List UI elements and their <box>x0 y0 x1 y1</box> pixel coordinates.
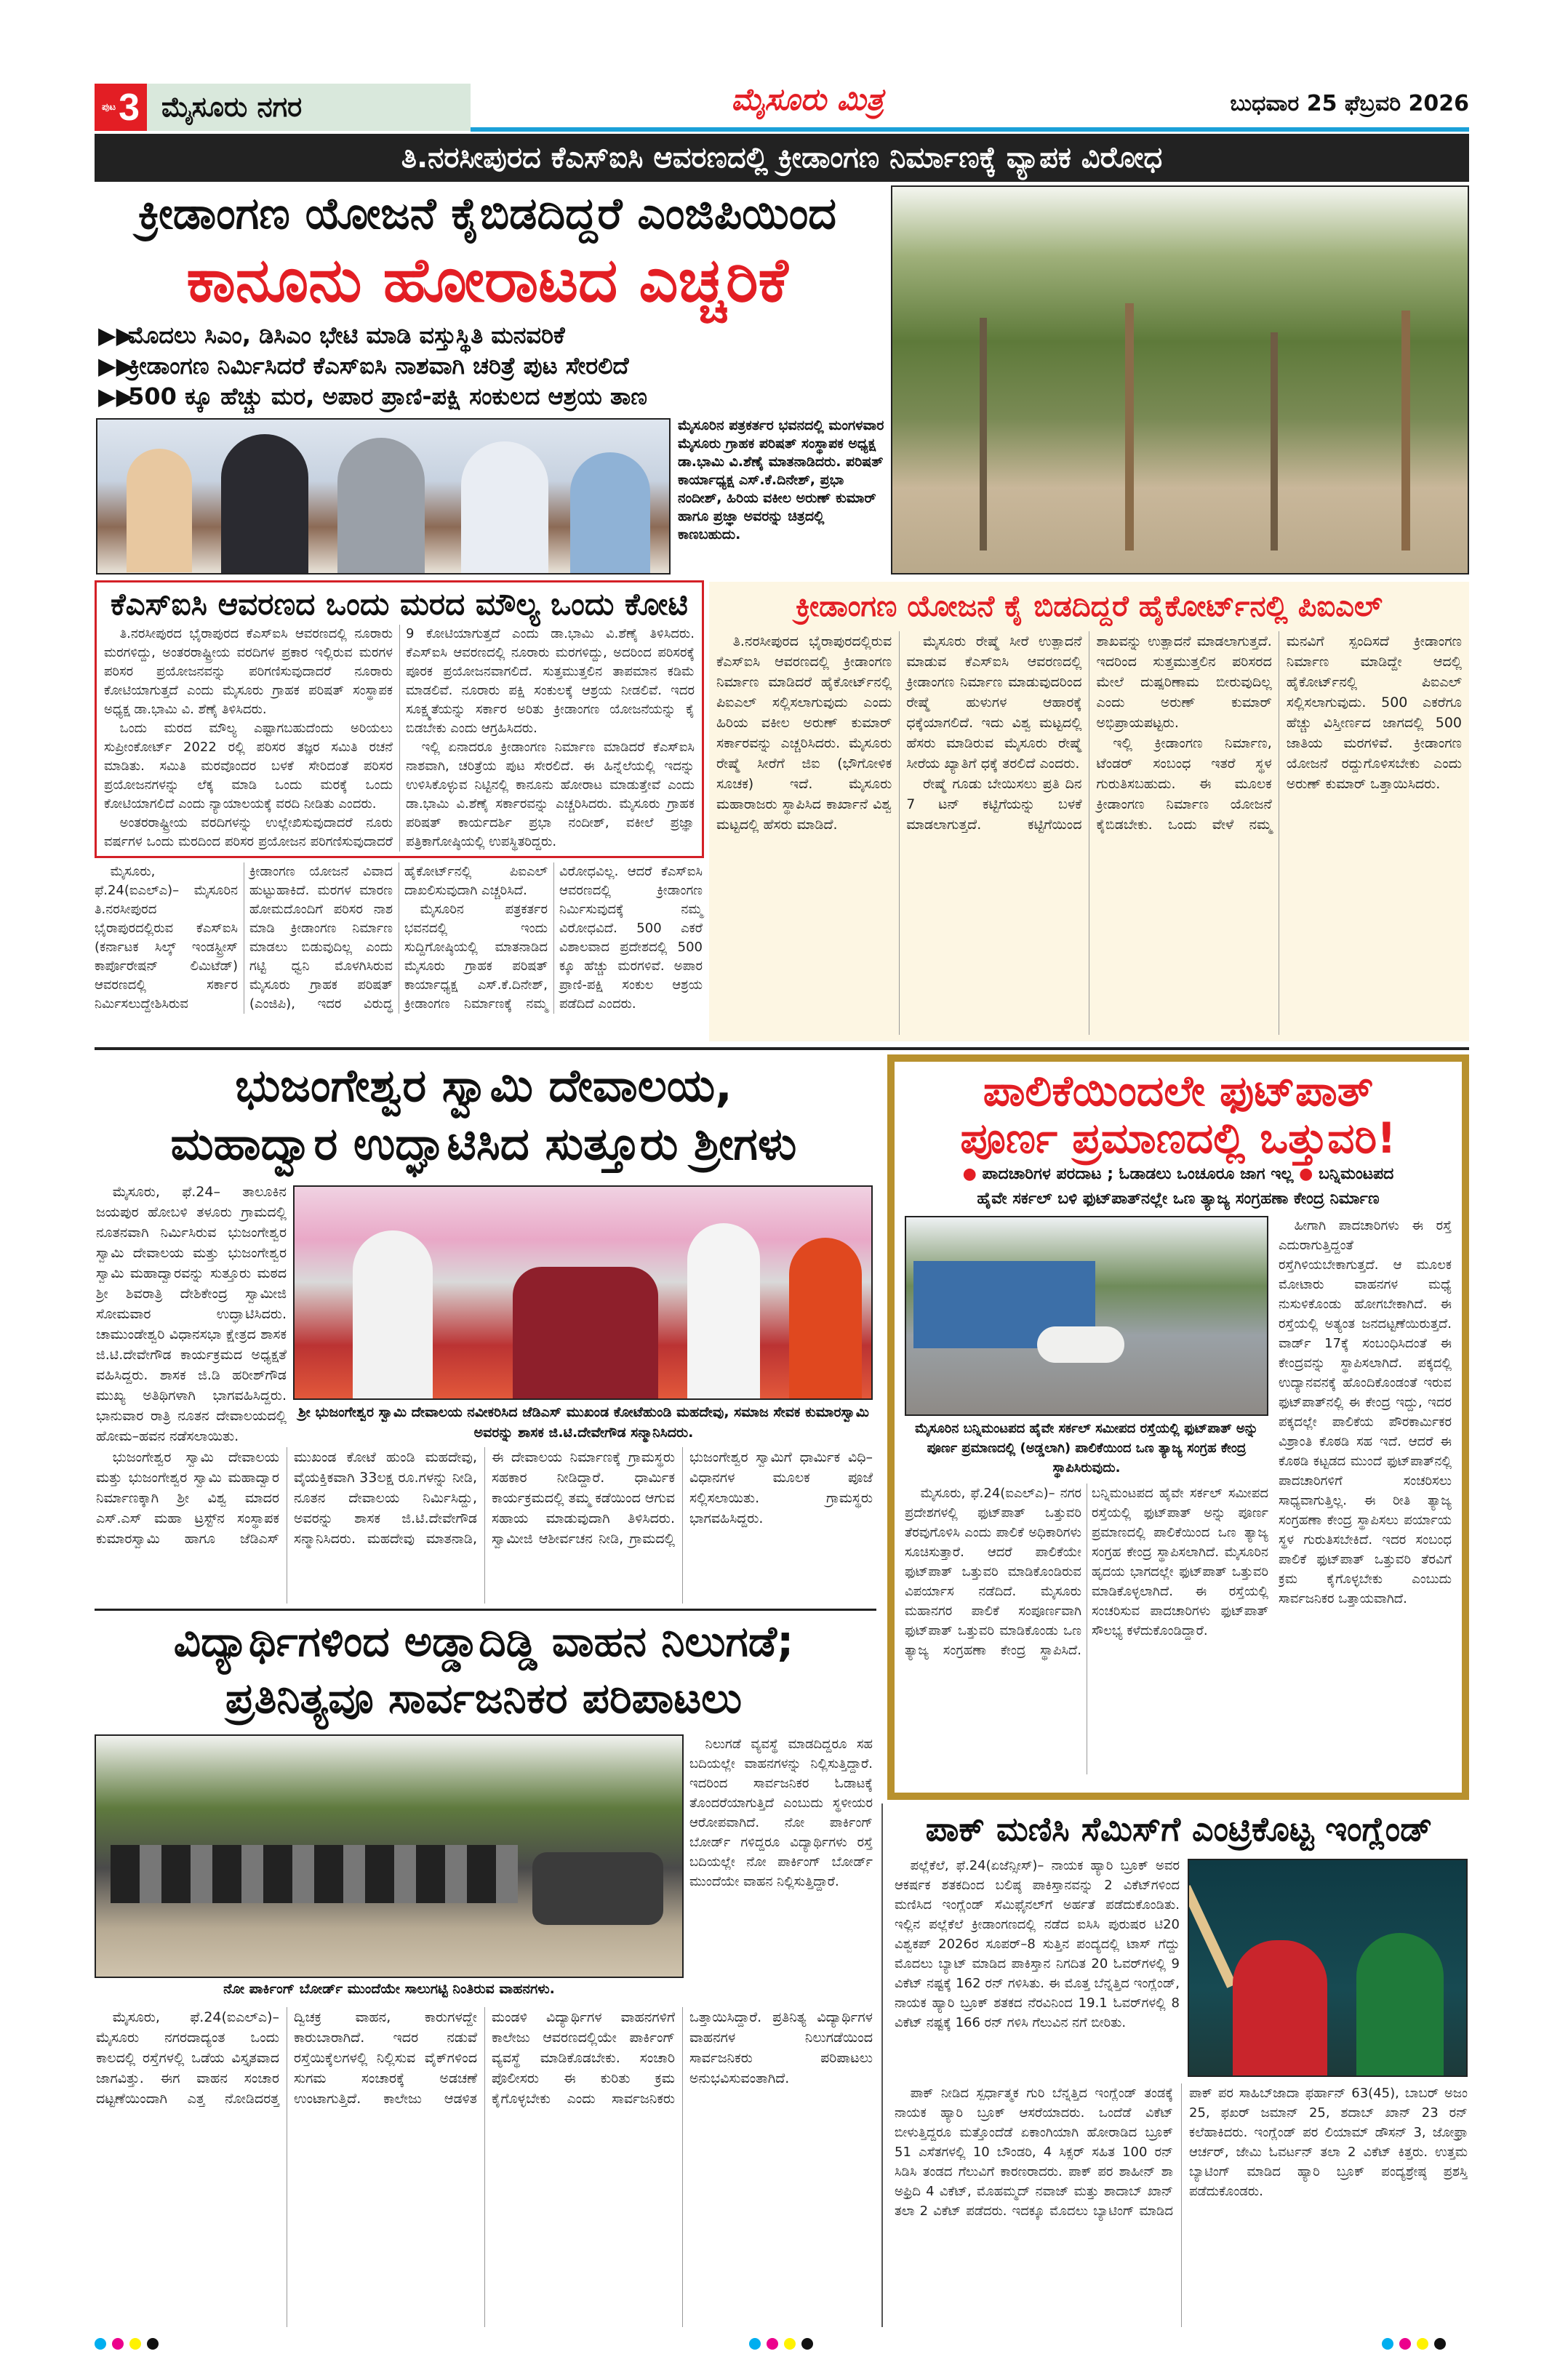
cricket-intro <box>895 1856 1180 2081</box>
paragraph: ತಿ.ನರಸೀಪುರದ ಭೈರಾಪುರದಲ್ಲಿರುವ ಕೆಎಸ್‌ಐಸಿ ಆವರಣದಲ್ಲಿ ಕ್ರೀಡಾಂಗಣ ನಿರ್ಮಾಣ ಮಾಡಿದರೆ ಹೈಕೋರ್ಟ್‌ನಲ್ಲಿ ಪಿಐಎಲ್ ಸಲ್ಲಿಸಲಾಗುವುದು ಎಂದು ಹಿರಿಯ ವಕೀಲ ಅರುಣ್ ಕುಮಾರ್ ಸರ್ಕಾರವನ್ನು ಎಚ್ಚರಿಸಿದರು. ಮೈಸೂರು ರೇಷ್ಮೆ ಸೀರೆಗೆ ಜಿಐ (ಭೌಗೋಳಿಕ ಸೂಚಕ) ಇದೆ. ಮೈಸೂರು ಮಹಾರಾಜರು ಸ್ಥಾಪಿಸಿದ ಕಾರ್ಖಾನೆ ವಿಶ್ವ ಮಟ್ಟದಲ್ಲಿ ಹೆಸರು ಮಾಡಿದೆ. <box>716 633 892 833</box>
cricket-players-photo <box>1188 1859 1468 2077</box>
temple-photo-caption: ಶ್ರೀ ಭುಜಂಗೇಶ್ವರ ಸ್ವಾಮಿ ದೇವಾಲಯ ನವೀಕರಿಸಿದ ಜೆಡಿಎಸ್ ಮುಖಂಡ ಕೋಟೆಹುಂಡಿ ಮಹದೇವು, ಸಮಾಜ ಸೇವಕ ಕುಮಾರಸ್ವಾಮಿ ಅವರನ್ನು ಶಾಸಕ ಜಿ.ಟಿ.ದೇವೇಗೌಡ ಸನ್ಮಾನಿಸಿದರು. <box>298 1404 869 1441</box>
footpath-headline-1: ಪಾಲಿಕೆಯಿಂದಲೇ ಫುಟ್‌ಪಾತ್ <box>983 1066 1374 1116</box>
press-meet-photo <box>96 418 671 575</box>
top-banner <box>95 134 1469 182</box>
subhead: ಬನ್ನಿಮಂಟಪದ <box>1318 1165 1394 1183</box>
parked-vehicles-photo <box>95 1734 684 1978</box>
paragraph: ಪಲ್ಲೆಕೆಲೆ, ಫೆ.24(ಏಜೆನ್ಸೀಸ್)– ನಾಯಕ ಹ್ಯಾರಿ ಬ್ರೂಕ್ ಅವರ ಆಕರ್ಷಕ ಶತಕದಿಂದ ಬಲಿಷ್ಠ ಪಾಕಿಸ್ತಾನವನ್ನು 2 ವಿಕೆಟ್‌ಗಳಿಂದ ಮಣಿಸಿದ ಇಂಗ್ಲೆಂಡ್ ಸೆಮಿಫೈನಲ್‌ಗೆ ಅರ್ಹತೆ ಪಡೆದುಕೊಂಡಿತು. ಇಲ್ಲಿನ ಪಲ್ಲೆಕೆಲೆ ಕ್ರೀಡಾಂಗಣದಲ್ಲಿ ನಡೆದ ಐಸಿಸಿ ಪುರುಷರ ಟಿ20 ವಿಶ್ವಕಪ್ 2026ರ ಸೂಪರ್–8 ಸುತ್ತಿನ ಪಂದ್ಯದಲ್ಲಿ ಟಾಸ್ ಗೆದ್ದು ಮೊದಲು ಬ್ಯಾಟ್ ಮಾಡಿದ ಪಾಕಿಸ್ತಾನ ನಿಗದಿತ 20 ಓವರ್‌ಗಳಲ್ಲಿ 9 ವಿಕೆಟ್ ನಷ್ಟಕ್ಕೆ 162 ರನ್ ಗಳಿಸಿತು. ಈ ಮೊತ್ತ ಬೆನ್ನತ್ತಿದ ಇಂಗ್ಲೆಂಡ್, ನಾಯಕ ಹ್ಯಾರಿ ಬ್ರೂಕ್ ಶತಕದ ನೆರವಿನಿಂದ 19.1 ಓವರ್‌ಗಳಲ್ಲಿ 8 ವಿಕೆಟ್ ನಷ್ಟಕ್ಕೆ 166 ರನ್ ಗಳಿಸಿ ಗೆಲುವಿನ ನಗೆ ಬೀರಿತು. <box>895 1858 1180 2030</box>
paragraph: ರೇಷ್ಮೆ ಗೂಡು ಬೇಯಿಸಲು ಪ್ರತಿ ದಿನ 7 ಟನ್ ಕಟ್ಟಿಗೆಯನ್ನು ಬಳಕೆ ಮಾಡಲಾಗುತ್ತದೆ. ಕಟ್ಟಿಗೆಯಿಂದ ಶಾಖವನ್ನು ಉತ್ಪಾದನೆ ಮಾಡಲಾಗುತ್ತದೆ. ಇದರಿಂದ ಸುತ್ತಮುತ್ತಲಿನ ಪರಿಸರದ ಮೇಲೆ ದುಷ್ಪರಿಣಾಮ ಬೀರುವುದಿಲ್ಲ ಎಂದು ಅರುಣ್ ಕುಮಾರ್ ಅಭಿಪ್ರಾಯಪಟ್ಟರು. <box>906 633 1272 833</box>
temple-event-photo <box>293 1185 873 1400</box>
page-number-badge <box>95 84 147 131</box>
parking-photo-caption: ನೋ ಪಾರ್ಕಿಂಗ್ ಬೋರ್ಡ್ ಮುಂದೆಯೇ ಸಾಲುಗಟ್ಟಿ ನಿಂತಿರುವ ವಾಹನಗಳು. <box>223 1981 555 1997</box>
footpath-subheads <box>905 1162 1452 1212</box>
page-label: ಪುಟ <box>102 102 116 113</box>
section-label <box>147 84 471 131</box>
double-arrow-icon: ▶▶ <box>98 352 135 380</box>
parking-headline-2: ಪ್ರತಿನಿತ್ಯವೂ ಸಾರ್ವಜನಿಕರ ಪರಿಪಾಟಲು <box>225 1673 743 1723</box>
paragraph: ಇಲ್ಲಿ ಏನಾದರೂ ಕ್ರೀಡಾಂಗಣ ನಿರ್ಮಾಣ ಮಾಡಿದರೆ ಕೆಎಸ್‌ಐಸಿ ನಾಶವಾಗಿ, ಚರಿತ್ರೆಯ ಪುಟ ಸೇರಲಿದೆ. ಈ ಹಿನ್ನೆಲೆಯಲ್ಲಿ ಇದನ್ನು ಉಳಿಸಿಕೊಳ್ಳುವ ನಿಟ್ಟಿನಲ್ಲಿ ಕಾನೂನು ಹೋರಾಟ ಮಾಡುತ್ತೇವೆ ಎಂದು ಡಾ.ಭಾಮಿ ವಿ.ಶೆಣೈ ಸರ್ಕಾರವನ್ನು ಎಚ್ಚರಿಸಿದರು. ಮೈಸೂರು ಗ್ರಾಹಕ ಪರಿಷತ್ ಕಾರ್ಯದರ್ಶಿ ಪ್ರಭಾ ನಂದೀಶ್, ವಕೀಲೆ ಪ್ರಜ್ಞಾ ಪತ್ರಿಕಾಗೋಷ್ಠಿಯಲ್ಲಿ ಉಪಸ್ಥಿತರಿದ್ದರು. <box>406 740 695 849</box>
paragraph: ಪಾಕ್ ನೀಡಿದ ಸ್ಪರ್ಧಾತ್ಮಕ ಗುರಿ ಬೆನ್ನತ್ತಿದ ಇಂಗ್ಲೆಂಡ್ ತಂಡಕ್ಕೆ ನಾಯಕ ಹ್ಯಾರಿ ಬ್ರೂಕ್ ಆಸರೆಯಾದರು. ಒಂದೆಡೆ ವಿಕೆಟ್ ಬೀಳುತ್ತಿದ್ದರೂ ಮತ್ತೊಂದೆಡೆ ಏಕಾಂಗಿಯಾಗಿ ಹೋರಾಡಿದ ಬ್ರೂಕ್ 51 ಎಸೆತಗಳಲ್ಲಿ 10 ಬೌಂಡರಿ, 4 ಸಿಕ್ಸರ್ ಸಹಿತ 100 ರನ್ ಸಿಡಿಸಿ ತಂಡದ ಗೆಲುವಿಗೆ ಕಾರಣರಾದರು. ಪಾಕ್ ಪರ ಶಾಹೀನ್ ಶಾ ಅಫ್ರಿದಿ 4 ವಿಕೆಟ್, ಮೊಹಮ್ಮದ್ ನವಾಜ್ ಮತ್ತು ಶಾದಾಬ್ ಖಾನ್ ತಲಾ 2 ವಿಕೆಟ್ ಪಡೆದರು. ಇದಕ್ಕೂ ಮೊದಲು ಬ್ಯಾಟಿಂಗ್ ಮಾಡಿದ ಪಾಕ್ ಪರ ಸಾಹಿಬ್‌ಜಾದಾ ಫರ್ಹಾನ್ 63(45), ಬಾಬರ್ ಅಜಂ 25, ಫಖರ್ ಜಮಾನ್ 25, ಶದಾಬ್ ಖಾನ್ 23 ರನ್ ಕಲೆಹಾಕಿದರು. ಇಂಗ್ಲೆಂಡ್ ಪರ ಲಿಯಾಮ್ ಡೌಸನ್ 3, ಜೋಫ್ರಾ ಆರ್ಚರ್, ಜೇಮಿ ಓವರ್ಟನ್ ತಲಾ 2 ವಿಕೆಟ್ ಕಿತ್ತರು. ಉತ್ತಮ ಬ್ಯಾಟಿಂಗ್ ಮಾಡಿದ ಹ್ಯಾರಿ ಬ್ರೂಕ್ ಪಂದ್ಯಶ್ರೇಷ್ಠ ಪ್ರಶಸ್ತಿ ಪಡೆದುಕೊಂಡರು. <box>895 2086 1468 2219</box>
parking-headline-1: ವಿದ್ಯಾರ್ಥಿಗಳಿಂದ ಅಡ್ಡಾದಿಡ್ಡಿ ವಾಹನ ನಿಲುಗಡೆ; <box>173 1617 794 1666</box>
waste-center-caption: ಮೈಸೂರಿನ ಬನ್ನಿಮಂಟಪದ ಹೈವೇ ಸರ್ಕಲ್ ಸಮೀಪದ ರಸ್ತೆಯಲ್ಲಿ ಫುಟ್‌ಪಾತ್ ಅನ್ನು ಪೂರ್ಣ ಪ್ರಮಾಣದಲ್ಲಿ (ಅಡ್ಡಲಾಗಿ) ಪಾಲಿಕೆಯಿಂದ ಒಣ ತ್ಯಾಜ್ಯ ಸಂಗ್ರಹ ಕೇಂದ್ರ ಸ್ಥಾಪಿಸಿರುವುದು. <box>915 1421 1258 1476</box>
banner-text: ತಿ.ನರಸೀಪುರದ ಕೆಎಸ್‌ಐಸಿ ಆವರಣದಲ್ಲಿ ಕ್ರೀಡಾಂಗಣ ನಿರ್ಮಾಣಕ್ಕೆ ವ್ಯಾಪಕ ವಿರೋಧ <box>401 141 1163 175</box>
footpath-side <box>1279 1216 1452 1783</box>
color-registration-marks <box>1382 2338 1446 2350</box>
parking-body <box>96 2007 873 2327</box>
double-arrow-icon: ▶▶ <box>98 383 135 410</box>
paragraph: ಭುಜಂಗೇಶ್ವರ ಸ್ವಾಮಿ ದೇವಾಲಯ ಮತ್ತು ಭುಜಂಗೇಶ್ವರ ಸ್ವಾಮಿ ಮಹಾದ್ವಾರ ನಿರ್ಮಾಣಕ್ಕಾಗಿ ಶ್ರೀ ವಿಶ್ವ ಮಾದರ ಎಸ್.ಎಸ್ ಮಹಾ ಟ್ರಸ್ಟ್‌ನ ಸಂಸ್ಥಾಪಕ ಕುಮಾರಸ್ವಾಮಿ ಹಾಗೂ ಜೆಡಿಎಸ್ ಮುಖಂಡ ಕೋಟೆ ಹುಂಡಿ ಮಹದೇವು, ವೈಯಕ್ತಿಕವಾಗಿ 33ಲಕ್ಷ ರೂ.ಗಳನ್ನು ನೀಡಿ, ನೂತನ ದೇವಾಲಯ ನಿರ್ಮಿಸಿದ್ದು, ಅವರನ್ನು ಶಾಸಕ ಜಿ.ಟಿ.ದೇವೇಗೌಡ ಸನ್ಮಾನಿಸಿದರು. ಮಹದೇವು ಮಾತನಾಡಿ, ಈ ದೇವಾಲಯ ನಿರ್ಮಾಣಕ್ಕೆ ಗ್ರಾಮಸ್ಥರು ಸಹಕಾರ ನೀಡಿದ್ದಾರೆ. ಧಾರ್ಮಿಕ ಕಾರ್ಯಕ್ರಮದಲ್ಲಿ ತಮ್ಮ ಕಡೆಯಿಂದ ಆಗುವ ಸಹಾಯ ಮಾಡುವುದಾಗಿ ತಿಳಿಸಿದರು. ಸ್ವಾಮೀಜಿ ಆಶೀರ್ವಚನ ನೀಡಿ, ಗ್ರಾಮದಲ್ಲಿ ಭುಜಂಗೇಶ್ವರ ಸ್ವಾಮಿಗೆ ಧಾರ್ಮಿಕ ವಿಧಿ–ವಿಧಾನಗಳ ಮೂಲಕ ಪೂಜೆ ಸಲ್ಲಿಸಲಾಯಿತು. ಗ್ರಾಮಸ್ಥರು ಭಾಗವಹಿಸಿದ್ದರು. <box>96 1449 873 1547</box>
paragraph: ಅಂತರರಾಷ್ಟ್ರೀಯ ವರದಿಗಳನ್ನು ಉಲ್ಲೇಖಿಸುವುದಾದರೆ ನೂರು ವರ್ಷಗಳ ಒಂದು ಮರದಿಂದ ಪರಿಸರ ಪ್ರಯೋಜನ ಪರಿಗಣಿಸುವುದಾದರೆ 9 ಕೋಟಿಯಾಗುತ್ತದೆ ಎಂದು ಡಾ.ಭಾಮಿ ವಿ.ಶೆಣೈ ತಿಳಿಸಿದರು. ಕೆಎಸ್‌ಐಸಿ ಆವರಣದಲ್ಲಿ ನೂರಾರು ಮರಗಳಿದ್ದು, ಅದರಿಂದ ಪರಿಸರಕ್ಕೆ ಪೂರಕ ಪ್ರಯೋಜನವಾಗಲಿದೆ. ಸುತ್ತಮುತ್ತಲಿನ ತಾಪಮಾನ ಕಡಿಮೆ ಮಾಡಲಿವೆ. ನೂರಾರು ಪಕ್ಷಿ ಸಂಕುಲಕ್ಕೆ ಆಶ್ರಯ ನೀಡಲಿವೆ. ಇದರ ಸೂಕ್ಷ್ಮತೆಯನ್ನು ಸರ್ಕಾರ ಅರಿತು ಕ್ರೀಡಾಂಗಣ ಯೋಜನೆಯನ್ನು ಕೈ ಬಿಡಬೇಕು ಎಂದು ಆಗ್ರಹಿಸಿದರು. <box>104 626 695 849</box>
temple-headline-1: ಭುಜಂಗೇಶ್ವರ ಸ್ವಾಮಿ ದೇವಾಲಯ, <box>235 1059 732 1112</box>
section-title: ಮೈಸೂರು ನಗರ <box>161 91 303 123</box>
paragraph: ತಿ.ನರಸೀಪುರದ ಭೈರಾಪುರದ ಕೆಎಸ್‌ಐಸಿ ಆವರಣದಲ್ಲಿ ನೂರಾರು ಮರಗಳಿದ್ದು, ಅಂತರರಾಷ್ಟ್ರೀಯ ವರದಿಗಳ ಪ್ರಕಾರ ಇಲ್ಲಿರುವ ಮರಗಳ ಪರಿಸರ ಪ್ರಯೋಜನವನ್ನು ಪರಿಗಣಿಸುವುದಾದರೆ ನೂರಾರು ಕೋಟಿಯಾಗುತ್ತದೆ ಎಂದು ಮೈಸೂರು ಗ್ರಾಹಕ ಪರಿಷತ್ ಸಂಸ್ಥಾಪಕ ಅಧ್ಯಕ್ಷ ಡಾ.ಭಾಮಿ ವಿ. ಶೆಣೈ ತಿಳಿಸಿದರು. <box>104 626 393 717</box>
section-divider <box>95 1047 1469 1050</box>
lead-headline-1: ಕ್ರೀಡಾಂಗಣ ಯೋಜನೆ ಕೈಬಿಡದಿದ್ದರೆ ಎಂಜಿಪಿಯಿಂದ <box>137 188 837 239</box>
paragraph: ಮೈಸೂರು ರೇಷ್ಮೆ ಸೀರೆ ಉತ್ಪಾದನೆ ಮಾಡುವ ಕೆಎಸ್‌ಐಸಿ ಆವರಣದಲ್ಲಿ ಕ್ರೀಡಾಂಗಣ ನಿರ್ಮಾಣ ಮಾಡುವುದರಿಂದ ರೇಷ್ಮೆ ಹುಳುಗಳ ಆಹಾರಕ್ಕೆ ಧಕ್ಕೆಯಾಗಲಿದೆ. ಇದು ವಿಶ್ವ ಮಟ್ಟದಲ್ಲಿ ಹೆಸರು ಮಾಡಿರುವ ಮೈಸೂರು ರೇಷ್ಮೆ ಸೀರೆಯ ಖ್ಯಾತಿಗೆ ಧಕ್ಕೆ ತರಲಿದೆ ಎಂದರು. <box>906 633 1082 772</box>
paragraph: ನಿಲುಗಡೆ ವ್ಯವಸ್ಥೆ ಮಾಡದಿದ್ದರೂ ಸಹ ಬದಿಯಲ್ಲೇ ವಾಹನಗಳನ್ನು ನಿಲ್ಲಿಸುತ್ತಿದ್ದಾರೆ. ಇದರಿಂದ ಸಾರ್ವಜನಿಕರ ಓಡಾಟಕ್ಕೆ ತೊಂದರೆಯಾಗುತ್ತಿದೆ ಎಂಬುದು ಸ್ಥಳೀಯರ ಆರೋಪವಾಗಿದೆ. ನೋ ಪಾರ್ಕಿಂಗ್ ಬೋರ್ಡ್ ಗಳಿದ್ದರೂ ವಿದ್ಯಾರ್ಥಿಗಳು ರಸ್ತೆ ಬದಿಯಲ್ಲೇ ನೋ ಪಾರ್ಕಿಂಗ್ ಬೋರ್ಡ್ ಮುಂದೆಯೇ ವಾಹನ ನಿಲ್ಲಿಸುತ್ತಿದ್ದಾರೆ. <box>689 1737 873 1889</box>
paragraph: ಮೈಸೂರು, ಫೆ.24(ಐಎಲ್‌ಎ)– ನಗರ ಪ್ರದೇಶಗಳಲ್ಲಿ ಫುಟ್‌ಪಾತ್ ಒತ್ತುವರಿ ತೆರವುಗೊಳಿಸಿ ಎಂದು ಪಾಲಿಕೆ ಅಧಿಕಾರಿಗಳು ಸೂಚಿಸುತ್ತಾರೆ. ಆದರೆ ಪಾಲಿಕೆಯೇ ಫುಟ್‌ಪಾತ್ ಒತ್ತುವರಿ ಮಾಡಿಕೊಂಡಿರುವ ವಿಪರ್ಯಾಸ ನಡೆದಿದೆ. ಮೈಸೂರು ಮಹಾನಗರ ಪಾಲಿಕೆ ಸಂಪೂರ್ಣವಾಗಿ ಫುಟ್‌ಪಾತ್ ಒತ್ತುವರಿ ಮಾಡಿಕೊಂಡು ಒಣ ತ್ಯಾಜ್ಯ ಸಂಗ್ರಹಣಾ ಕೇಂದ್ರ ಸ್ಥಾಪಿಸಿದೆ. ಬನ್ನಿಮಂಟಪದ ಹೈವೇ ಸರ್ಕಲ್ ಸಮೀಪದ ರಸ್ತೆಯಲ್ಲಿ ಫುಟ್‌ಪಾತ್ ಅನ್ನು ಪೂರ್ಣ ಪ್ರಮಾಣದಲ್ಲಿ ಪಾಲಿಕೆಯಿಂದ ಒಣ ತ್ಯಾಜ್ಯ ಸಂಗ್ರಹ ಕೇಂದ್ರ ಸ್ಥಾಪಿಸಲಾಗಿದೆ. ಮೈಸೂರಿನ ಹೃದಯ ಭಾಗದಲ್ಲೇ ಫುಟ್‌ಪಾತ್ ಒತ್ತುವರಿ ಮಾಡಿಕೊಳ್ಳಲಾಗಿದೆ. ಈ ರಸ್ತೆಯಲ್ಲಿ ಸಂಚರಿಸುವ ಪಾದಚಾರಿಗಳು ಫುಟ್‌ಪಾತ್ ಸೌಲಭ್ಯ ಕಳೆದುಕೊಂಡಿದ್ದಾರೆ. <box>905 1486 1268 1658</box>
paragraph: ಮೈಸೂರು, ಫೆ.24(ಐಎಲ್‌ಎ)– ಮೈಸೂರು ನಗರದಾದ್ಯಂತ ಒಂದು ಕಾಲದಲ್ಲಿ ರಸ್ತೆಗಳಲ್ಲಿ ಒಡೆಯ ವಿಸ್ತೃತವಾದ ಜಾಗವಿತ್ತು. ಈಗ ವಾಹನ ಸಂಚಾರ ದಟ್ಟಣೆಯಿಂದಾಗಿ ಎತ್ತ ನೋಡಿದರತ್ತ ದ್ವಿಚಕ್ರ ವಾಹನ, ಕಾರುಗಳದ್ದೇ ಕಾರುಬಾರಾಗಿದೆ. ಇದರ ನಡುವೆ ರಸ್ತೆಯಿಕ್ಕೆಲಗಳಲ್ಲಿ ನಿಲ್ಲಿಸುವ ವೈಕ್‌ಗಳಿಂದ ಸುಗಮ ಸಂಚಾರಕ್ಕೆ ಅಡಚಣೆ ಉಂಟಾಗುತ್ತಿದೆ. ಕಾಲೇಜು ಆಡಳಿತ ಮಂಡಳಿ ವಿದ್ಯಾರ್ಥಿಗಳ ವಾಹನಗಳಿಗೆ ಕಾಲೇಜು ಆವರಣದಲ್ಲಿಯೇ ಪಾರ್ಕಿಂಗ್ ವ್ಯವಸ್ಥೆ ಮಾಡಿಕೊಡಬೇಕು. ಸಂಚಾರಿ ಪೊಲೀಸರು ಈ ಕುರಿತು ಕ್ರಮ ಕೈಗೊಳ್ಳಬೇಕು ಎಂದು ಸಾರ್ವಜನಿಕರು ಒತ್ತಾಯಿಸಿದ್ದಾರೆ. ಪ್ರತಿನಿತ್ಯ ವಿದ್ಯಾರ್ಥಿಗಳ ವಾಹನಗಳ ನಿಲುಗಡೆಯಿಂದ ಸಾರ್ವಜನಿಕರು ಪರಿಪಾಟಲು ಅನುಭವಿಸುವಂತಾಗಿದೆ. <box>96 2009 873 2107</box>
paragraph: ಮೈಸೂರು, ಫೆ.24– ತಾಲೂಕಿನ ಜಯಪುರ ಹೋಬಳಿ ತಳೂರು ಗ್ರಾಮದಲ್ಲಿ ನೂತನವಾಗಿ ನಿರ್ಮಿಸಿರುವ ಭುಜಂಗೇಶ್ವರ ಸ್ವಾಮಿ ದೇವಾಲಯ ಮತ್ತು ಭುಜಂಗೇಶ್ವರ ಸ್ವಾಮಿ ಮಹಾದ್ವಾರವನ್ನು ಸುತ್ತೂರು ಮಠದ ಶ್ರೀ ಶಿವರಾತ್ರಿ ದೇಶಿಕೇಂದ್ರ ಸ್ವಾಮೀಜಿ ಸೋಮವಾರ ಉದ್ಘಾಟಿಸಿದರು. ಚಾಮುಂಡೇಶ್ವರಿ ವಿಧಾನಸಭಾ ಕ್ಷೇತ್ರದ ಶಾಸಕ ಜಿ.ಟಿ.ದೇವೇಗೌಡ ಕಾರ್ಯಕ್ರಮದ ಅಧ್ಯಕ್ಷತೆ ವಹಿಸಿದ್ದರು. ಶಾಸಕ ಜಿ.ಡಿ ಹರೀಶ್‌ಗೌಡ ಮುಖ್ಯ ಅತಿಥಿಗಳಾಗಿ ಭಾಗವಹಿಸಿದ್ದರು. ಭಾನುವಾರ ರಾತ್ರಿ ನೂತನ ದೇವಾಲಯದಲ್ಲಿ ಹೋಮ–ಹವನ ನಡೆಸಲಾಯಿತು. <box>96 1184 287 1444</box>
waste-center-photo <box>905 1216 1268 1416</box>
ksic-trees-photo <box>891 185 1469 575</box>
press-meet-caption: ಮೈಸೂರಿನ ಪತ್ರಕರ್ತರ ಭವನದಲ್ಲಿ ಮಂಗಳವಾರ ಮೈಸೂರು ಗ್ರಾಹಕ ಪರಿಷತ್ ಸಂಸ್ಥಾಪಕ ಅಧ್ಯಕ್ಷ ಡಾ.ಭಾಮಿ ವಿ.ಶೆಣೈ ಮಾತನಾಡಿದರು. ಪರಿಷತ್ ಕಾರ್ಯಾಧ್ಯಕ್ಷ ಎಸ್.ಕೆ.ದಿನೇಶ್, ಪ್ರಭಾ ನಂದೀಶ್, ಹಿರಿಯ ವಕೀಲ ಅರುಣ್ ಕುಮಾರ್ ಹಾಗೂ ಪ್ರಜ್ಞಾ ಅವರನ್ನು ಚಿತ್ರದಲ್ಲಿ ಕಾಣಬಹುದು. <box>678 417 884 543</box>
issue-date: ಬುಧವಾರ 25 ಫೆಬ್ರವರಿ 2026 <box>1230 91 1469 116</box>
bullet-text: ಮೊದಲು ಸಿಎಂ, ಡಿಸಿಎಂ ಭೇಟಿ ಮಾಡಿ ವಸ್ತುಸ್ಥಿತಿ ಮನವರಿಕೆ <box>128 321 565 349</box>
lead-bullets <box>98 320 876 412</box>
paragraph: ಮೈಸೂರಿನ ಪತ್ರಕರ್ತರ ಭವನದಲ್ಲಿ ಇಂದು ಸುದ್ದಿಗೋಷ್ಠಿಯಲ್ಲಿ ಮಾತನಾಡಿದ ಮೈಸೂರು ಗ್ರಾಹಕ ಪರಿಷತ್ ಕಾರ್ಯಾಧ್ಯಕ್ಷ ಎಸ್.ಕೆ.ದಿನೇಶ್, ಕ್ರೀಡಾಂಗಣ ನಿರ್ಮಾಣಕ್ಕೆ ನಮ್ಮ ವಿರೋಧವಿಲ್ಲ. ಆದರೆ ಕೆಎಸ್‌ಐಸಿ ಆವರಣದಲ್ಲಿ ಕ್ರೀಡಾಂಗಣ ನಿರ್ಮಿಸುವುದಕ್ಕೆ ನಮ್ಮ ವಿರೋಧವಿದೆ. 500 ಎಕರೆ ವಿಶಾಲವಾದ ಪ್ರದೇಶದಲ್ಲಿ 500 ಕ್ಕೂ ಹೆಚ್ಚು ಮರಗಳಿವೆ. ಅಪಾರ ಪ್ರಾಣಿ-ಪಕ್ಷಿ ಸಂಕುಲ ಆಶ್ರಯ ಪಡೆದಿದೆ ಎಂದರು. <box>404 864 703 1012</box>
newspaper-logo: ಮೈಸೂರು ಮಿತ್ರ <box>731 81 884 117</box>
masthead-rule <box>471 127 1469 132</box>
bullet-item <box>98 381 876 412</box>
pil-headline: ಕ್ರೀಡಾಂಗಣ ಯೋಜನೆ ಕೈ ಬಿಡದಿದ್ದರೆ ಹೈಕೋರ್ಟ್‌ನಲ್ಲಿ ಪಿಐಎಲ್ <box>796 590 1383 623</box>
temple-body <box>96 1447 873 1604</box>
bullet-text: ಕ್ರೀಡಾಂಗಣ ನಿರ್ಮಿಸಿದರೆ ಕೆಎಸ್‌ಐಸಿ ನಾಶವಾಗಿ ಚರಿತ್ರೆ ಪುಟ ಸೇರಲಿದೆ <box>128 352 629 380</box>
temple-intro <box>96 1182 287 1444</box>
parking-side <box>689 1734 873 2007</box>
column-divider <box>881 1803 883 2327</box>
cricket-headline: ಪಾಕ್ ಮಣಿಸಿ ಸೆಮಿಸ್‌ಗೆ ಎಂಟ್ರಿಕೊಟ್ಟ ಇಂಗ್ಲೆಂಡ್ <box>925 1809 1433 1849</box>
pil-article <box>709 582 1469 1041</box>
box-headline: ಕೆಎಸ್‌ಐಸಿ ಆವರಣದ ಒಂದು ಮರದ ಮೌಲ್ಯ ಒಂದು ಕೋಟಿ <box>111 586 688 622</box>
paragraph: ಹೀಗಾಗಿ ಪಾದಚಾರಿಗಳು ಈ ರಸ್ತೆ ಎದುರಾಗುತ್ತಿದ್ದಂತೆ ರಸ್ತೆಗಿಳಿಯಬೇಕಾಗುತ್ತದೆ. ಆ ಮೂಲಕ ಮೋಟಾರು ವಾಹನಗಳ ಮಧ್ಯೆ ನುಸುಳಿಕೊಂಡು ಹೋಗಬೇಕಾಗಿದೆ. ಈ ರಸ್ತೆಯಲ್ಲಿ ಅತ್ಯಂತ ಜನದಟ್ಟಣೆಯಿರುತ್ತದೆ. ವಾರ್ಡ್ 17ಕ್ಕೆ ಸಂಬಂಧಿಸಿದಂತೆ ಈ ಕೇಂದ್ರವನ್ನು ಸ್ಥಾಪಿಸಲಾಗಿದೆ. ಪಕ್ಕದಲ್ಲಿ ಉದ್ಯಾನವನಕ್ಕೆ ಹೊಂದಿಕೊಂಡಂತೆ ಇರುವ ಫುಟ್‌ಪಾತ್‌ನಲ್ಲಿ ಈ ಕೇಂದ್ರ ಇದ್ದು, ಇದರ ಪಕ್ಕದಲ್ಲೇ ಪಾಲಿಕೆಯ ಪೌರಕಾರ್ಮಿಕರ ವಿಶ್ರಾಂತಿ ಕೊಠಡಿ ಸಹ ಇದೆ. ಆದರೆ ಈ ಕೊಠಡಿ ಕಟ್ಟಡದ ಮುಂದೆ ಫುಟ್‌ಪಾತ್‌ನಲ್ಲಿ ಪಾದಚಾರಿಗಳಿಗೆ ಸಂಚರಿಸಲು ಸಾಧ್ಯವಾಗುತ್ತಿಲ್ಲ. ಈ ರೀತಿ ತ್ಯಾಜ್ಯ ಸಂಗ್ರಹಣಾ ಕೇಂದ್ರ ಸ್ಥಾಪಿಸಲು ಪರ್ಯಾಯ ಸ್ಥಳ ಗುರುತಿಸಬೇಕಿದೆ. ಇದರ ಸಂಬಂಧ ಪಾಲಿಕೆ ಫುಟ್‌ಪಾತ್ ಒತ್ತುವರಿ ತೆರವಿಗೆ ಕ್ರಮ ಕೈಗೊಳ್ಳಬೇಕು ಎಂಬುದು ಸಾರ್ವಜನಿಕರ ಒತ್ತಾಯವಾಗಿದೆ. <box>1279 1218 1452 1606</box>
paragraph: ಮೈಸೂರು, ಫೆ.24(ಐಎಲ್‌ಎ)– ಮೈಸೂರಿನ ತಿ.ನರಸೀಪುರದ ಭೈರಾಪುರದಲ್ಲಿರುವ ಕೆಎಸ್‌ಐಸಿ (ಕರ್ನಾಟಕ ಸಿಲ್ಕ್ ಇಂಡಸ್ಟ್ರೀಸ್ ಕಾರ್ಪೊರೇಷನ್ ಲಿಮಿಟೆಡ್) ಆವರಣದಲ್ಲಿ ಸರ್ಕಾರ ನಿರ್ಮಿಸಲುದ್ದೇಶಿಸಿರುವ ಕ್ರೀಡಾಂಗಣ ಯೋಜನೆ ವಿವಾದ ಹುಟ್ಟುಹಾಕಿದೆ. ಮರಗಳ ಮಾರಣ ಹೋಮದೊಂದಿಗೆ ಪರಿಸರ ನಾಶ ಮಾಡಿ ಕ್ರೀಡಾಂಗಣ ನಿರ್ಮಾಣ ಮಾಡಲು ಬಿಡುವುದಿಲ್ಲ ಎಂದು ಗಟ್ಟಿ ಧ್ವನಿ ಮೊಳಗಿಸಿರುವ ಮೈಸೂರು ಗ್ರಾಹಕ ಪರಿಷತ್ (ಎಂಜಿಪಿ), ಇದರ ವಿರುದ್ಧ ಹೈಕೋರ್ಟ್‌ನಲ್ಲಿ ಪಿಐಎಲ್ ದಾಖಲಿಸುವುದಾಗಿ ಎಚ್ಚರಿಸಿದೆ. <box>95 864 548 1012</box>
bullet-item <box>98 351 876 381</box>
footpath-body <box>905 1484 1268 1774</box>
cricket-body <box>895 2083 1468 2327</box>
color-registration-marks <box>749 2338 813 2350</box>
red-dot-icon: ● <box>962 1165 977 1183</box>
bullet-item <box>98 320 876 351</box>
footpath-article <box>887 1054 1469 1800</box>
bullet-text: 500 ಕ್ಕೂ ಹೆಚ್ಚು ಮರ, ಅಪಾರ ಪ್ರಾಣಿ-ಪಕ್ಷಿ ಸಂಕುಲದ ಆಶ್ರಯ ತಾಣ <box>128 383 647 410</box>
tree-value-box <box>95 580 704 858</box>
footpath-headline-2: ಪೂರ್ಣ ಪ್ರಮಾಣದಲ್ಲಿ ಒತ್ತುವರಿ! <box>960 1113 1396 1163</box>
red-dot-icon: ● <box>1299 1165 1313 1183</box>
paragraph: ಇಲ್ಲಿ ಕ್ರೀಡಾಂಗಣ ನಿರ್ಮಾಣ, ಟೆಂಡರ್ ಸಂಬಂಧ ಇತರೆ ಸ್ಥಳ ಗುರುತಿಸಬಹುದು. ಈ ಮೂಲಕ ಕ್ರೀಡಾಂಗಣ ನಿರ್ಮಾಣ ಯೋಜನೆ ಕೈಬಿಡಬೇಕು. ಒಂದು ವೇಳೆ ನಮ್ಮ ಮನವಿಗೆ ಸ್ಪಂದಿಸದೆ ಕ್ರೀಡಾಂಗಣ ನಿರ್ಮಾಣ ಮಾಡಿದ್ದೇ ಆದಲ್ಲಿ ಹೈಕೋರ್ಟ್‌ನಲ್ಲಿ ಪಿಐಎಲ್ ಸಲ್ಲಿಸಲಾಗುವುದು. 500 ಎಕರೆಗೂ ಹೆಚ್ಚು ವಿಸ್ತೀರ್ಣದ ಜಾಗದಲ್ಲಿ 500 ಜಾತಿಯ ಮರಗಳಿವೆ. ಕ್ರೀಡಾಂಗಣ ಯೋಜನೆ ರದ್ದುಗೊಳಿಸಬೇಕು ಎಂದು ಅರುಣ್ ಕುಮಾರ್ ಒತ್ತಾಯಿಸಿದರು. <box>1096 633 1462 833</box>
lead-left-stack <box>95 580 704 1014</box>
lead-headline-2: ಕಾನೂನು ಹೋರಾಟದ ಎಚ್ಚರಿಕೆ <box>186 244 788 316</box>
temple-headline-2: ಮಹಾದ್ವಾರ ಉದ್ಘಾಟಿಸಿದ ಸುತ್ತೂರು ಶ್ರೀಗಳು <box>170 1117 797 1170</box>
page-number: 3 <box>119 86 140 129</box>
lead-body <box>95 862 703 1014</box>
paragraph: ಒಂದು ಮರದ ಮೌಲ್ಯ ಎಷ್ಟಾಗಬಹುದೆಂದು ಅರಿಯಲು ಸುಪ್ರೀಂಕೋರ್ಟ್ 2022 ರಲ್ಲಿ ಪರಿಸರ ತಜ್ಞರ ಸಮಿತಿ ರಚನೆ ಮಾಡಿತು. ಸಮಿತಿ ಮರವೊಂದರ ಬಳಕೆ ಸೇರಿದಂತೆ ಪರಿಸರ ಪ್ರಯೋಜನಗಳನ್ನು ಲೆಕ್ಕ ಮಾಡಿ ಒಂದು ಮರಕ್ಕೆ ಒಂದು ಕೋಟಿಯಾಗಲಿದೆ ಎಂದು ನ್ಯಾಯಾಲಯಕ್ಕೆ ವರದಿ ನೀಡಿತು ಎಂದರು. <box>104 721 393 812</box>
pil-body <box>716 631 1462 1035</box>
double-arrow-icon: ▶▶ <box>98 321 135 349</box>
section-divider <box>95 1609 876 1611</box>
color-registration-marks <box>95 2338 159 2350</box>
subhead: ಪಾದಚಾರಿಗಳ ಪರದಾಟ ; ಓಡಾಡಲು ಒಂಚೂರೂ ಜಾಗ ಇಲ್ಲ <box>982 1165 1294 1183</box>
box-body <box>104 625 695 852</box>
subhead: ಹೈವೇ ಸರ್ಕಲ್ ಬಳಿ ಫುಟ್‌ಪಾತ್‌ನಲ್ಲೇ ಒಣ ತ್ಯಾಜ್ಯ ಸಂಗ್ರಹಣಾ ಕೇಂದ್ರ ನಿರ್ಮಾಣ <box>977 1190 1380 1208</box>
